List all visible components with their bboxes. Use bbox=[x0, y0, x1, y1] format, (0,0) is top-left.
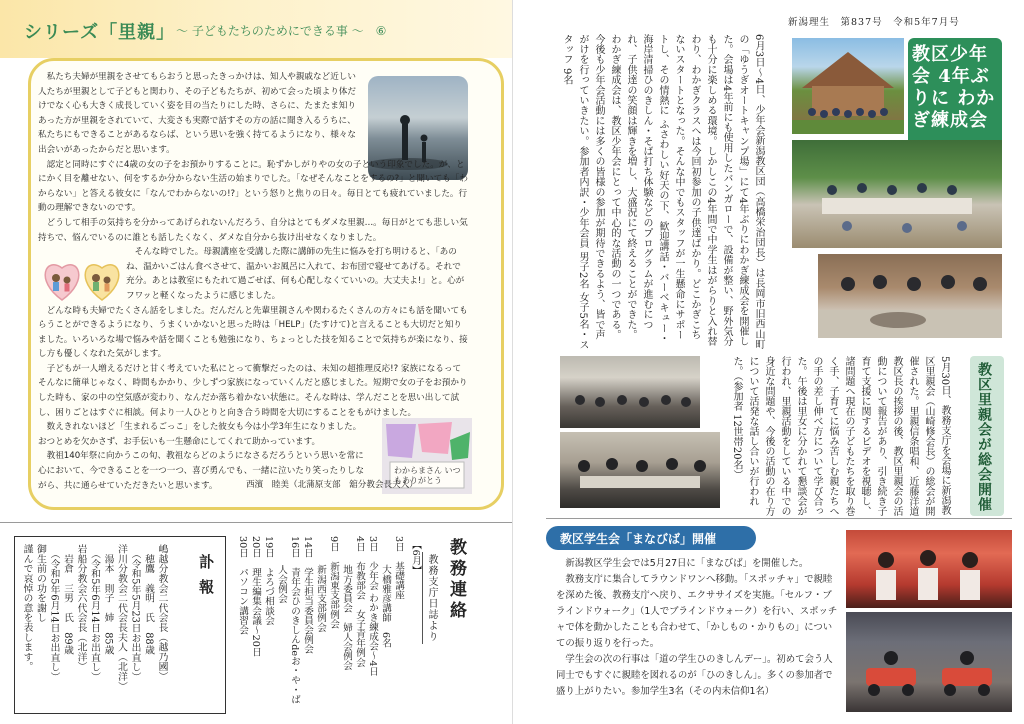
kyomu-item: 3日 基礎講座 bbox=[393, 536, 404, 600]
fuho-item: 御生前の功を謝し bbox=[35, 544, 46, 623]
section3-title: 教区学生会「まなびば」開催 bbox=[560, 532, 717, 546]
fuho-item: 湯本 則子 姉 85歳 bbox=[102, 544, 114, 655]
series-title: シリーズ「里親」 bbox=[24, 22, 176, 43]
page-gutter bbox=[512, 0, 513, 724]
essay-paragraph: どんな時も夫婦でたくさん話をしました。だんだんと先輩里親さんや関わるたくさんの方々にも話を聞いてもらうことができるようになり、うまくいかないと思った時は「HELP」(たすけて)と言えることも大切だと知りました。いろいろな場で悩みや話を聞くことも勉強になり、ちょっとした技を知ることで気持ちが楽になり、接し方も優しくなれた気がします。 bbox=[38, 305, 468, 360]
kyomu-item: 4日 布教部会 女子青年例会 bbox=[354, 536, 365, 667]
meeting-photo bbox=[560, 356, 700, 428]
group-photo-cabin bbox=[792, 38, 904, 134]
kyomu-item: 30日 パソコン講習会 bbox=[237, 536, 248, 635]
fuho-item: （令和5年6月14日お出直し） bbox=[48, 544, 60, 682]
fuho-list bbox=[20, 544, 169, 704]
kyomu-item: 人会例会 bbox=[276, 536, 287, 604]
section2-title: 教区里親会が総会開催 bbox=[976, 362, 992, 512]
essay-paragraph: 数えきれないほど「生まれるごっこ」をした彼女も今は小学3年生になりました。おつとめを欠かさず、お手伝いも一生懸命にしてくれて助かっています。 bbox=[38, 422, 362, 447]
essay-signature: 西濱 睦美（北蒲原支部 舘分教会長夫人） bbox=[246, 480, 418, 490]
kyomu-item: 9日 新潟東支部例会 bbox=[328, 536, 339, 629]
kyomu-item: 3日 少年会 わかき練成会〜4日 bbox=[367, 536, 378, 677]
fuho-item: （令和5年6月14日お出直し） bbox=[89, 544, 100, 682]
section1-title: 教区少年会 4年ぶりに わかぎ練成会 bbox=[912, 44, 996, 131]
section-divider bbox=[546, 518, 1012, 519]
kyomu-item: 大橋雅彦講師 6名 bbox=[380, 536, 391, 648]
essay-paragraph: 私たち夫婦が里親をさせてもらおうと思ったきっかけは、知人や親戚など近しい人たちが里親として子どもと関わり、その子どもたちが、初めて会った頃より体だけでなく心も大きく成長していく姿を目の当たりにした時、さらに、たまたま知りあった方が里親をされていて、大変さも実際で話すその方の話に聞き入るうちに、私たちにもできることがあるならば、という思いを強く持てるようになり、様々な出会いがあったからだと思います。 bbox=[38, 72, 356, 155]
fuho-item: 岩倉 三男 氏 89歳 bbox=[62, 544, 73, 655]
kyomu-list bbox=[236, 536, 405, 716]
masthead: 新潟理生 第837号 令和5年7月号 bbox=[788, 17, 960, 28]
essay-paragraph: どうして相手の気持ちを分かってあげられないんだろう、自分はとてもダメな里親…。毎日がとても悲しい気持ちで、悩んでいるのに誰とも話したくなく、ダメな自分から抜け出せなくなりました。 bbox=[38, 217, 468, 243]
fuho-item: 洋川分教会二代会長夫人（北洋） bbox=[116, 544, 127, 691]
kyomu-item: 20日 理生編集会議〜20日 bbox=[250, 536, 261, 657]
fuho-heading: 訃報 bbox=[197, 554, 215, 604]
kyomu-item: 16日 青年会ひのきしんdeお・や・ば bbox=[289, 536, 300, 705]
essay-paragraph: 教祖140年祭に向かうこの旬、教祖ならどのようになさるだろうという思いを常に心において、今できることを一つ一つ、喜び勇んでも、一緒に泣いたり笑ったりしながら、共に通らせていただきたいと思います。 bbox=[38, 451, 365, 491]
origami-note-text: わからまさん いつもありがとう bbox=[394, 466, 461, 485]
section3-paragraph: 新潟教区学生会では5月27日に「まなびば」を開催した。 bbox=[565, 558, 809, 569]
fuho-item: （令和5年5月23日お出直し） bbox=[129, 544, 141, 682]
section2-article: 5月30日、教務支庁を会場に新潟教区里親会（山崎修会長）の総会が開催された。里親信条唱和、近藤洋道教区長の挨拶の後、教区里親会の活動について報告があり、引き続き子育て支援に関するビデオを視聴し、諸問題へ現在の子どもたちを取り巻く手、子育てに悩み苦しむ親たちへの手の差し伸べ方について学び合った。午後は里女に分かれて懇談会が行われ、里親活動をしている中での身近な問題や、今後の活動の在り方について活発な話し合いが行われた。（参加者 12世帯20名） bbox=[731, 356, 950, 516]
students-photo bbox=[846, 530, 1012, 608]
kyomu-item: 14日 学生担当委員会例会 bbox=[302, 536, 313, 654]
kyomu-item: 19日 よろづ相談会 bbox=[263, 536, 274, 626]
section3-paragraph: 学生会の次の行事は「道の学生ひのきしんデー」。初めて会う人同士でもすぐに親睦を図れるのが「ひのきしん」。多くの参加者で盛り上がりたい。参加学生3名（その内未信仰1名） bbox=[556, 654, 833, 697]
soba-making-photo bbox=[818, 254, 1002, 338]
fuho-item: 嶋越分教会二代会長（越乃國） bbox=[156, 544, 168, 682]
kyomu-month: 【6月】 bbox=[410, 540, 421, 575]
bbq-photo bbox=[792, 140, 1002, 248]
fuho-item: 岩船分教会六代会長（北洋） bbox=[75, 544, 87, 672]
fuho-item: 謹んで哀悼の意を表します。 bbox=[21, 544, 33, 672]
section3-paragraph: 教務支庁に集合してラウンドワンへ移動。「スポッチャ」で親睦を深めた後、教務支庁へ戻り、エクササイズを実施。「セルフ・ブラインドウォーク」（1人でブラインドウォーク）を行い、スポッチャで体を動かしたことも合わせて、「かしもの・かりもの」についての振り返りを行った。 bbox=[556, 574, 838, 649]
kyomu-item: 地方委員会 婦人会例会 bbox=[341, 536, 352, 671]
kyomu-subheading: 教務支庁日誌より bbox=[422, 552, 440, 644]
section-divider bbox=[0, 522, 512, 523]
heart-illustration bbox=[40, 250, 126, 306]
kyomu-heading: 教務連絡 bbox=[446, 538, 466, 622]
essay-paragraph: 子どもが一人増えるだけと甘く考えていた私にとって衝撃だったのは、未知の超推理反応!? 家族になるってそんなに簡単じゃなく、時間もかかり、少しずつ家族になっていくんだと感じました。短期で女の子をお預かりした時も、家の中の空気感が変わり、なんだか落ち着かない状態に。そんな時は、学んだことを思い出して試し、困りごとはすぐに相談。何より一人ひとりと向き合う時間を大切にすることをもがけました。 bbox=[38, 363, 468, 418]
kyomu-item: 新潟西支部例会 bbox=[315, 536, 326, 632]
series-subtitle: 〜 子どもたちのためにできる事 〜 ⑥ bbox=[176, 24, 387, 38]
fuho-item: 穂鷹 義明 氏 88歳 bbox=[143, 544, 154, 655]
essay-paragraph: 認定と同時にすぐに4歳の女の子をお預かりすることに。恥ずかしがりやの女の子という印象でした。が、とにかく目を離せない、何をするか分からない生活の始まりでした。「なぜそんなことをするの?」と聞いても「わからない」と答える彼女に「なんでわからないの!?」という怒りと焦りの日々。毎日とても疲れていました。行動の理解できないのです。 bbox=[38, 159, 468, 214]
gokart-photo bbox=[846, 612, 1012, 712]
section1-article: 6月3日〜4日、少年会新潟教区団（高橋栄治団長）は長岡市旧西山町の「ゆうぎオートキャンプ場」にて4年ぶりにわかぎ練成会を開催した。会場は4年前にも使用したバンガローで、設備が整い、野外気分も十分に楽しめる環境。しかしこの4年間で中学生はがらりと入れ替わり、わかぎクラスへは今回初参加の子供達ばかり。どこかぎこちないスタートとなった。そんな中でもスタッフが一生懸命にサポートし、その情熱に ふさわしい好天の下、歓迎講話・バーベキュー・海岸清掃ひのきしん・そば打ち体験などのプログラムが進むにつれ、子供達の笑顔は輝きを増し、大盛況にて終えることができた。わかぎ練成会は、教区少年会にとって中心的な活動の一つである。今後も少年会活動には多くの皆様の参加が期待できるよう、皆で声がけを行っていきたい。参加者内訳・少年会員 男子2名 女子5名・スタッフ 9名 bbox=[561, 34, 764, 350]
essay-paragraph: そんな時でした。母親講座を受講した際に講師の先生に悩みを打ち明けると、「あのね、温かいごはん食べさせて、温かいお風呂に入れて、お布団で寝せてあげる。それで充分。あとは教室にもたれて過ごせば、何も心配しなくていいの。大丈夫よ!」と。心がフワッと軽くなったように感じました。 bbox=[126, 247, 465, 301]
discussion-photo bbox=[560, 432, 720, 508]
section3-article bbox=[556, 556, 838, 700]
